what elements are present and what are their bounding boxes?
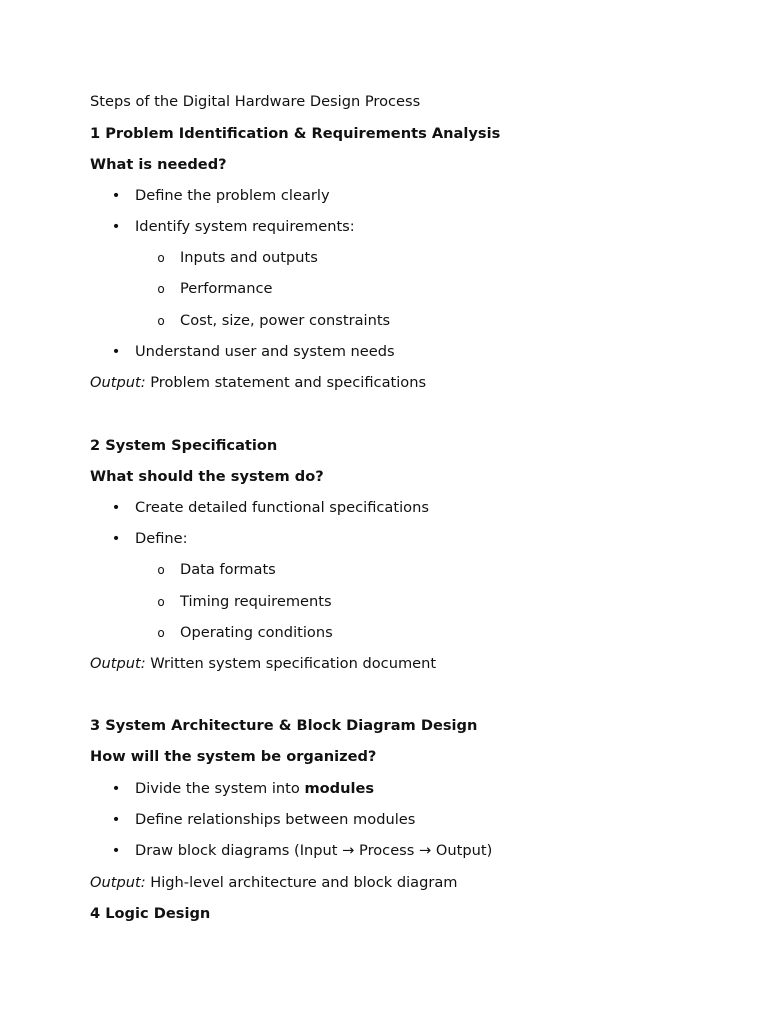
list-item-text: Identify system requirements: [135,218,355,235]
output-label: Output: [90,874,146,891]
list-item-text: Understand user and system needs [135,343,395,360]
output-text: Written system specification document [150,655,437,672]
bullet-icon: • [111,780,121,797]
output-text: Problem statement and specifications [150,374,427,391]
section-output-3 [90,874,458,892]
output-text: High-level architecture and block diagram [150,874,458,891]
sub-list-item-text: Operating conditions [180,624,333,641]
list-item-text [135,780,374,798]
list-item-text-prefix: Divide the system into [135,780,305,797]
bullet-icon: • [111,218,121,235]
list-item-text: Define: [135,530,188,547]
sub-bullet-icon: o [157,314,165,328]
section-output-1 [90,374,426,392]
sub-bullet-icon: o [157,626,165,640]
list-item-text: Draw block diagrams (Input → Process → Output) [135,842,493,859]
sub-list-item-text: Timing requirements [180,593,332,610]
section-output-2 [90,655,436,673]
sub-list-item-text: Inputs and outputs [180,249,318,266]
bullet-icon: • [111,842,121,859]
sub-list-item-text: Cost, size, power constraints [180,312,391,329]
section-heading-2: 2 System Specification [90,437,278,454]
list-item-text-emphasis: modules [304,780,375,797]
list-item-text: Create detailed functional specifications [135,499,429,516]
section-heading-3: 3 System Architecture & Block Diagram Design [90,717,478,734]
bullet-icon: • [111,343,121,360]
bullet-icon: • [111,811,121,828]
list-item-text: Define relationships between modules [135,811,416,828]
bullet-icon: • [111,187,121,204]
bullet-icon: • [111,530,121,547]
bullet-icon: • [111,499,121,516]
sub-bullet-icon: o [157,251,165,265]
section-question-2: What should the system do? [90,468,324,485]
output-label: Output: [90,655,146,672]
sub-bullet-icon: o [157,282,165,296]
section-heading-4: 4 Logic Design [90,905,211,922]
sub-bullet-icon: o [157,563,165,577]
section-question-1: What is needed? [90,156,227,173]
sub-list-item-text: Performance [180,280,273,297]
sub-bullet-icon: o [157,595,165,609]
list-item-text: Define the problem clearly [135,187,330,204]
document-title: Steps of the Digital Hardware Design Process [90,93,421,110]
section-question-3: How will the system be organized? [90,748,377,765]
sub-list-item-text: Data formats [180,561,276,578]
section-heading-1: 1 Problem Identification & Requirements Analysis [90,125,501,142]
output-label: Output: [90,374,146,391]
